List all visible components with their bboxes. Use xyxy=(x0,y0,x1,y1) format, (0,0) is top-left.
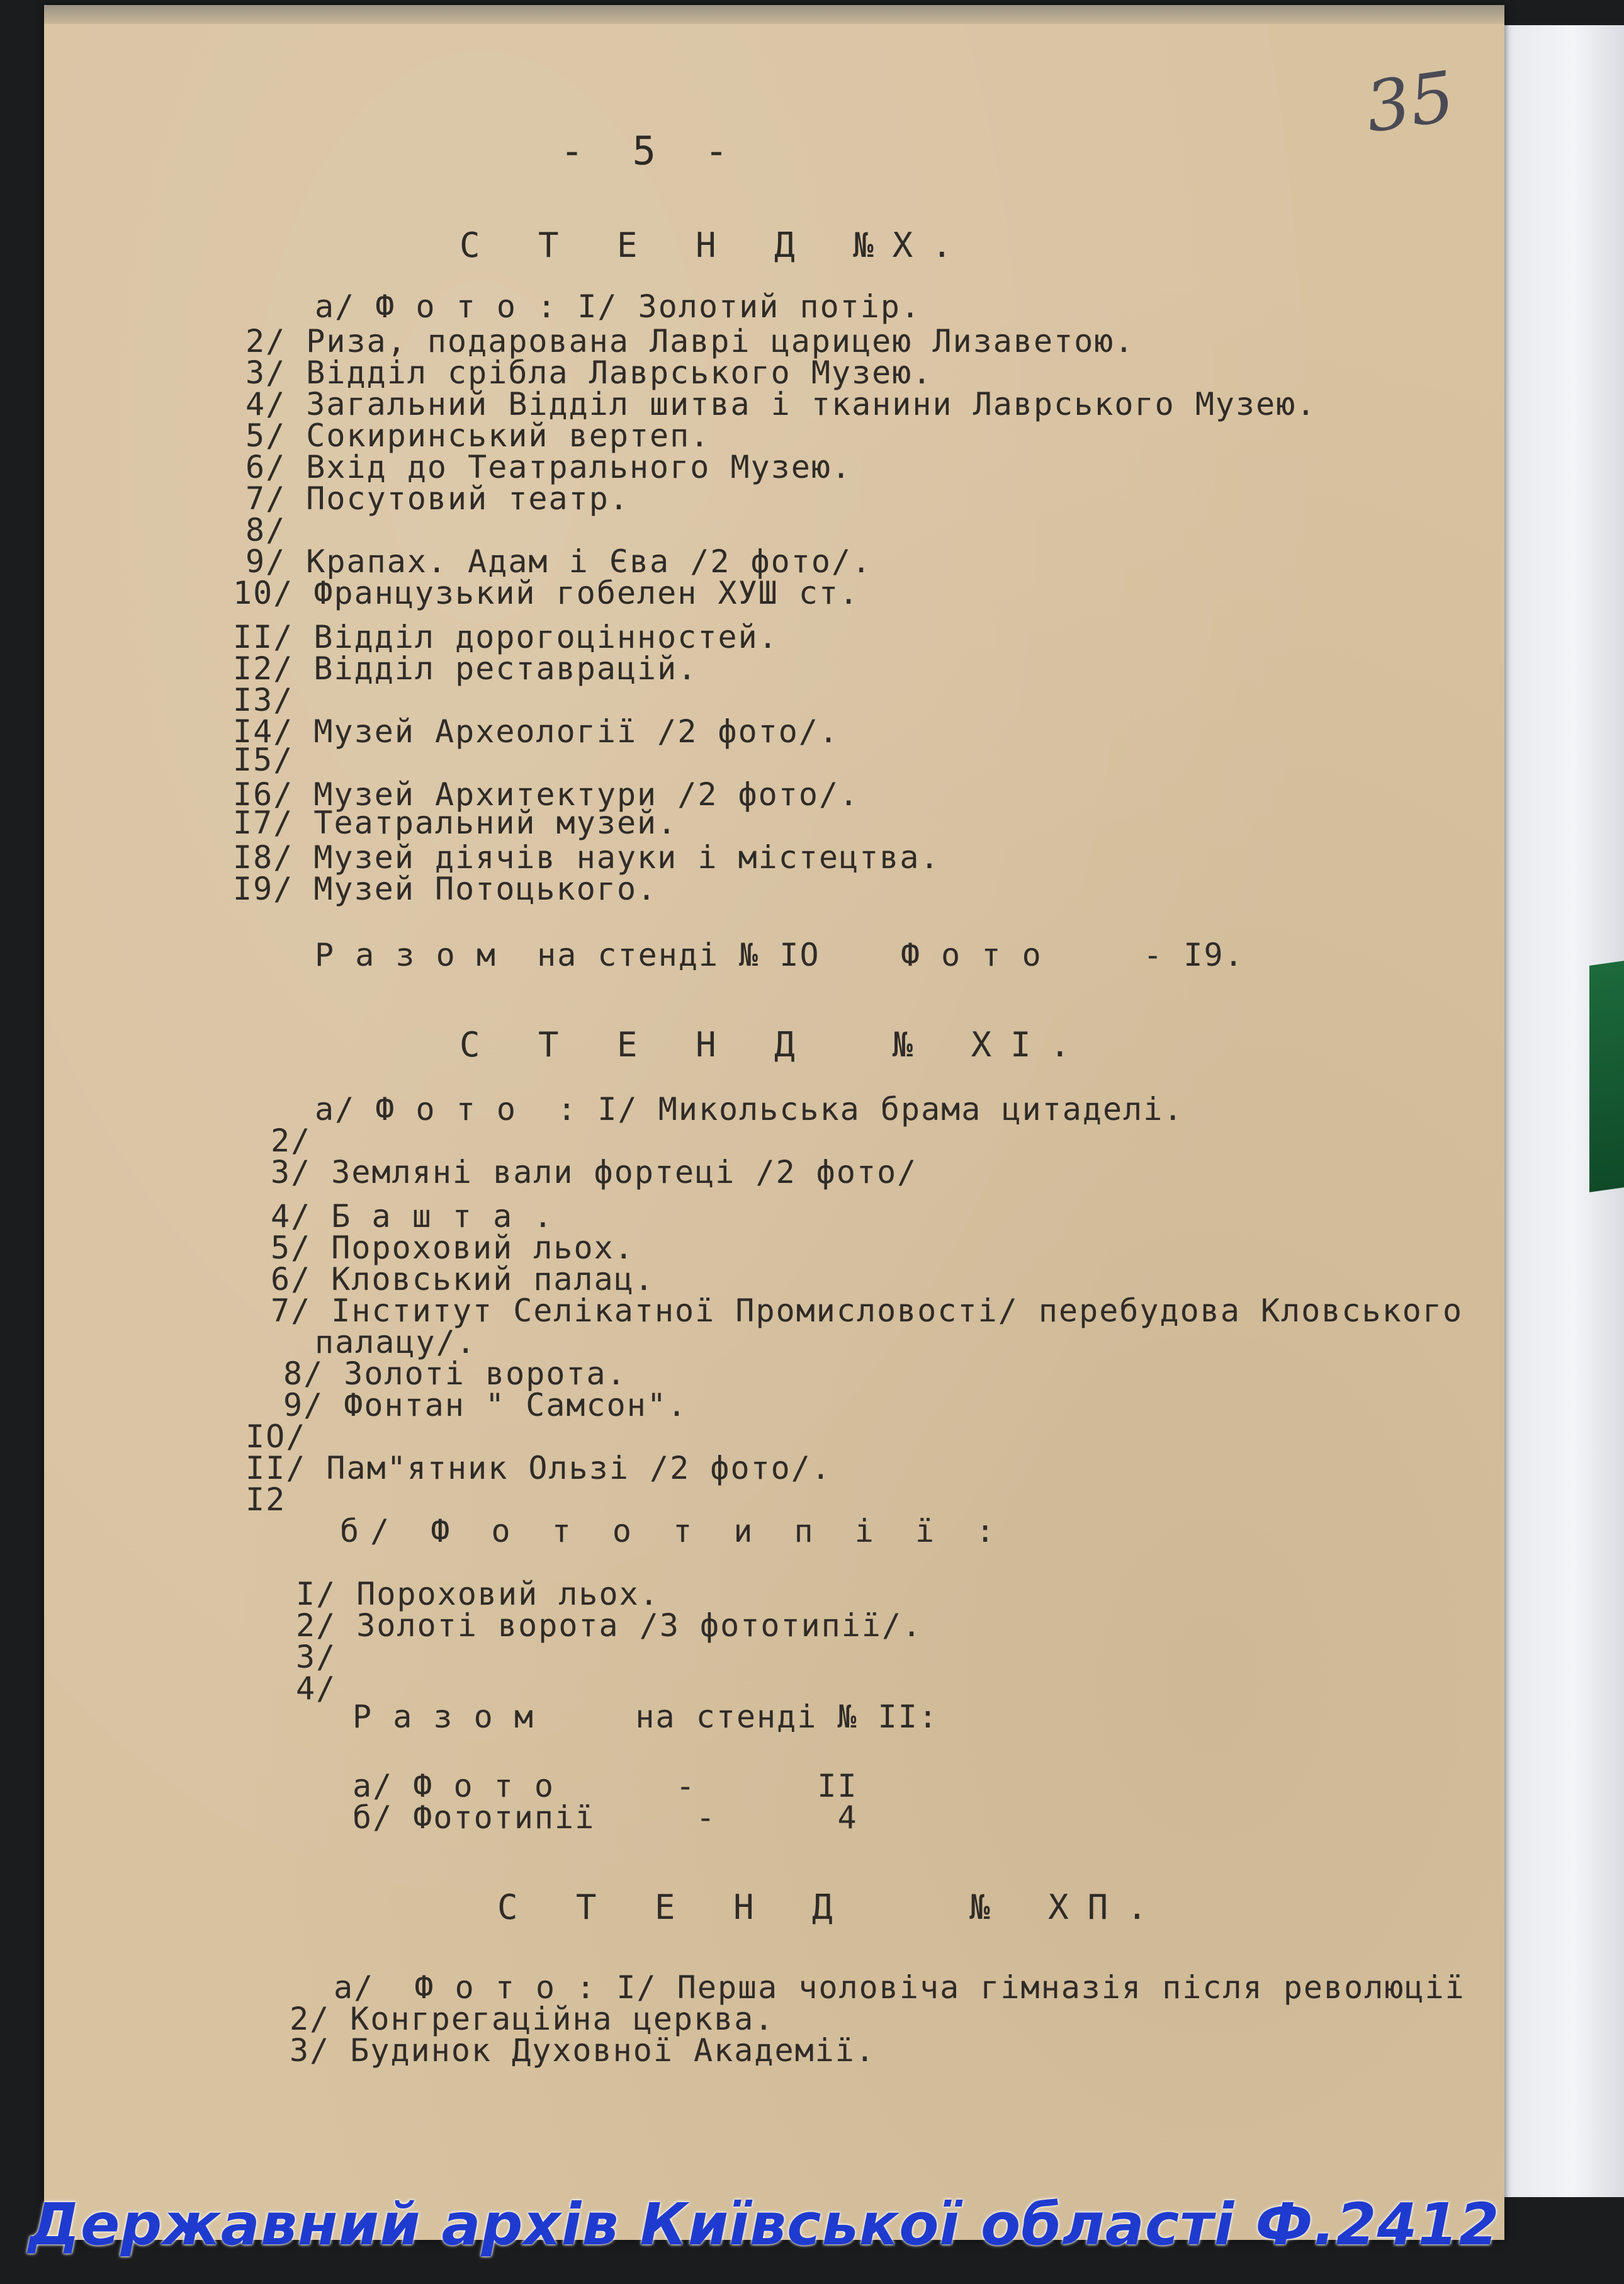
stand-11-phototype: І/ Пороховий льох. xyxy=(296,1576,660,1612)
stand-10-item: І2/ Відділ реставрацій. xyxy=(233,650,698,687)
stand-10-item: 2/ Риза, подарована Лаврі царицею Лизаветою. xyxy=(245,323,1135,359)
stand-11-item: палацу/. xyxy=(315,1324,476,1360)
stand-10-item: 10/ Французький гобелен ХУШ ст. xyxy=(233,575,860,611)
stand-11-phototype: 2/ Золоті ворота /3 фототипії/. xyxy=(296,1607,923,1644)
archive-page xyxy=(44,5,1504,2240)
scanner-tab xyxy=(1589,961,1624,1192)
stand-12-item: 3/ Будинок Духовної Академії. xyxy=(290,2032,876,2069)
stand-10-item: І9/ Музей Потоцького. xyxy=(233,871,658,907)
stand-10-heading: С Т Е Н Д №Х. xyxy=(460,225,971,265)
stand-10-item: 9/ Крапах. Адам і Єва /2 фото/. xyxy=(245,543,872,580)
stand-10-item: ІІ/ Відділ дорогоцінностей. xyxy=(233,619,779,655)
stand-10-item: 4/ Загальний Відділ шитва і тканини Лаврського Музею. xyxy=(245,386,1317,422)
stand-11-item: 7/ Інститут Селікатної Промисловості/ перебудова Кловського xyxy=(271,1292,1463,1329)
stand-11-phototype: 3/ xyxy=(296,1639,337,1675)
stand-11-heading: С Т Е Н Д № ХІ. xyxy=(460,1025,1090,1065)
stand-10-total: Р а з о м на стенді № ІО Ф о т о - І9. xyxy=(315,937,1244,973)
stand-12-heading: С Т Е Н Д № ХП. xyxy=(497,1887,1166,1927)
stand-10-item: І6/ Музей Архитектури /2 фото/. xyxy=(233,776,860,813)
stand-10-item: 5/ Сокиринський вертеп. xyxy=(245,417,711,454)
stand-11-item: ІІ/ Пам"ятник Ользі /2 фото/. xyxy=(245,1450,832,1486)
stand-10-item: І5/ xyxy=(233,742,294,778)
stand-10-item: 7/ Посутовий театр. xyxy=(245,480,629,517)
stand-11-total-phototypes: б/ Фототипії - 4 xyxy=(352,1799,858,1836)
stand-11-total-photos: а/ Ф о т о - ІІ xyxy=(352,1768,858,1804)
stand-12-item: 2/ Конгрегаційна церква. xyxy=(290,2001,775,2037)
stand-10-photos-label: а/ Ф о т о : І/ Золотий потір. xyxy=(315,288,922,325)
stand-11-item: 2/ xyxy=(271,1122,312,1159)
stand-11-item: 5/ Пороховий льох. xyxy=(271,1230,634,1266)
stand-11-item: І2 xyxy=(245,1481,286,1518)
stand-10-item: І3/ xyxy=(233,682,294,718)
stand-10-item: І7/ Театральний музей. xyxy=(233,805,678,841)
stand-11-total-label: Р а з о м на стенді № ІІ: xyxy=(352,1699,939,1735)
page-top-edge xyxy=(44,5,1504,24)
stand-10-item: І8/ Музей діячів науки і містецтва. xyxy=(233,839,940,876)
stand-10-item: 6/ Вхід до Театрального Музею. xyxy=(245,449,852,485)
page-number: - 5 - xyxy=(560,128,741,174)
stand-10-item: І4/ Музей Археології /2 фото/. xyxy=(233,713,840,750)
stand-11-item: 8/ Золоті ворота. xyxy=(283,1355,627,1392)
stand-11-photos-label: а/ Ф о т о : І/ Микольська брама цитаделі. xyxy=(315,1091,1184,1128)
stand-10-item: 3/ Відділ срібла Лаврського Музею. xyxy=(245,354,933,391)
stand-11-item: 4/ Б а ш т а . xyxy=(271,1198,554,1235)
stand-11-item: 6/ Кловський палац. xyxy=(271,1261,655,1297)
stand-11-item: ІО/ xyxy=(245,1418,307,1455)
stand-11-item: 9/ Фонтан " Самсон". xyxy=(283,1387,688,1423)
stand-11-phototype: 4/ xyxy=(296,1670,337,1707)
folio-number: 35 xyxy=(1360,55,1460,149)
archive-watermark-caption: Державний архів Київської області Ф.2412 xyxy=(28,2191,1500,2258)
stand-10-item: 8/ xyxy=(245,512,286,548)
stand-11-item: 3/ Земляні вали фортеці /2 фото/ xyxy=(271,1154,918,1190)
stand-12-photos-label: а/ Ф о т о : І/ Перша чоловіча гімназія після революції xyxy=(334,1969,1465,2006)
stand-11-phototypes-label: б/ Ф о т о т и п і ї : xyxy=(340,1513,1007,1549)
